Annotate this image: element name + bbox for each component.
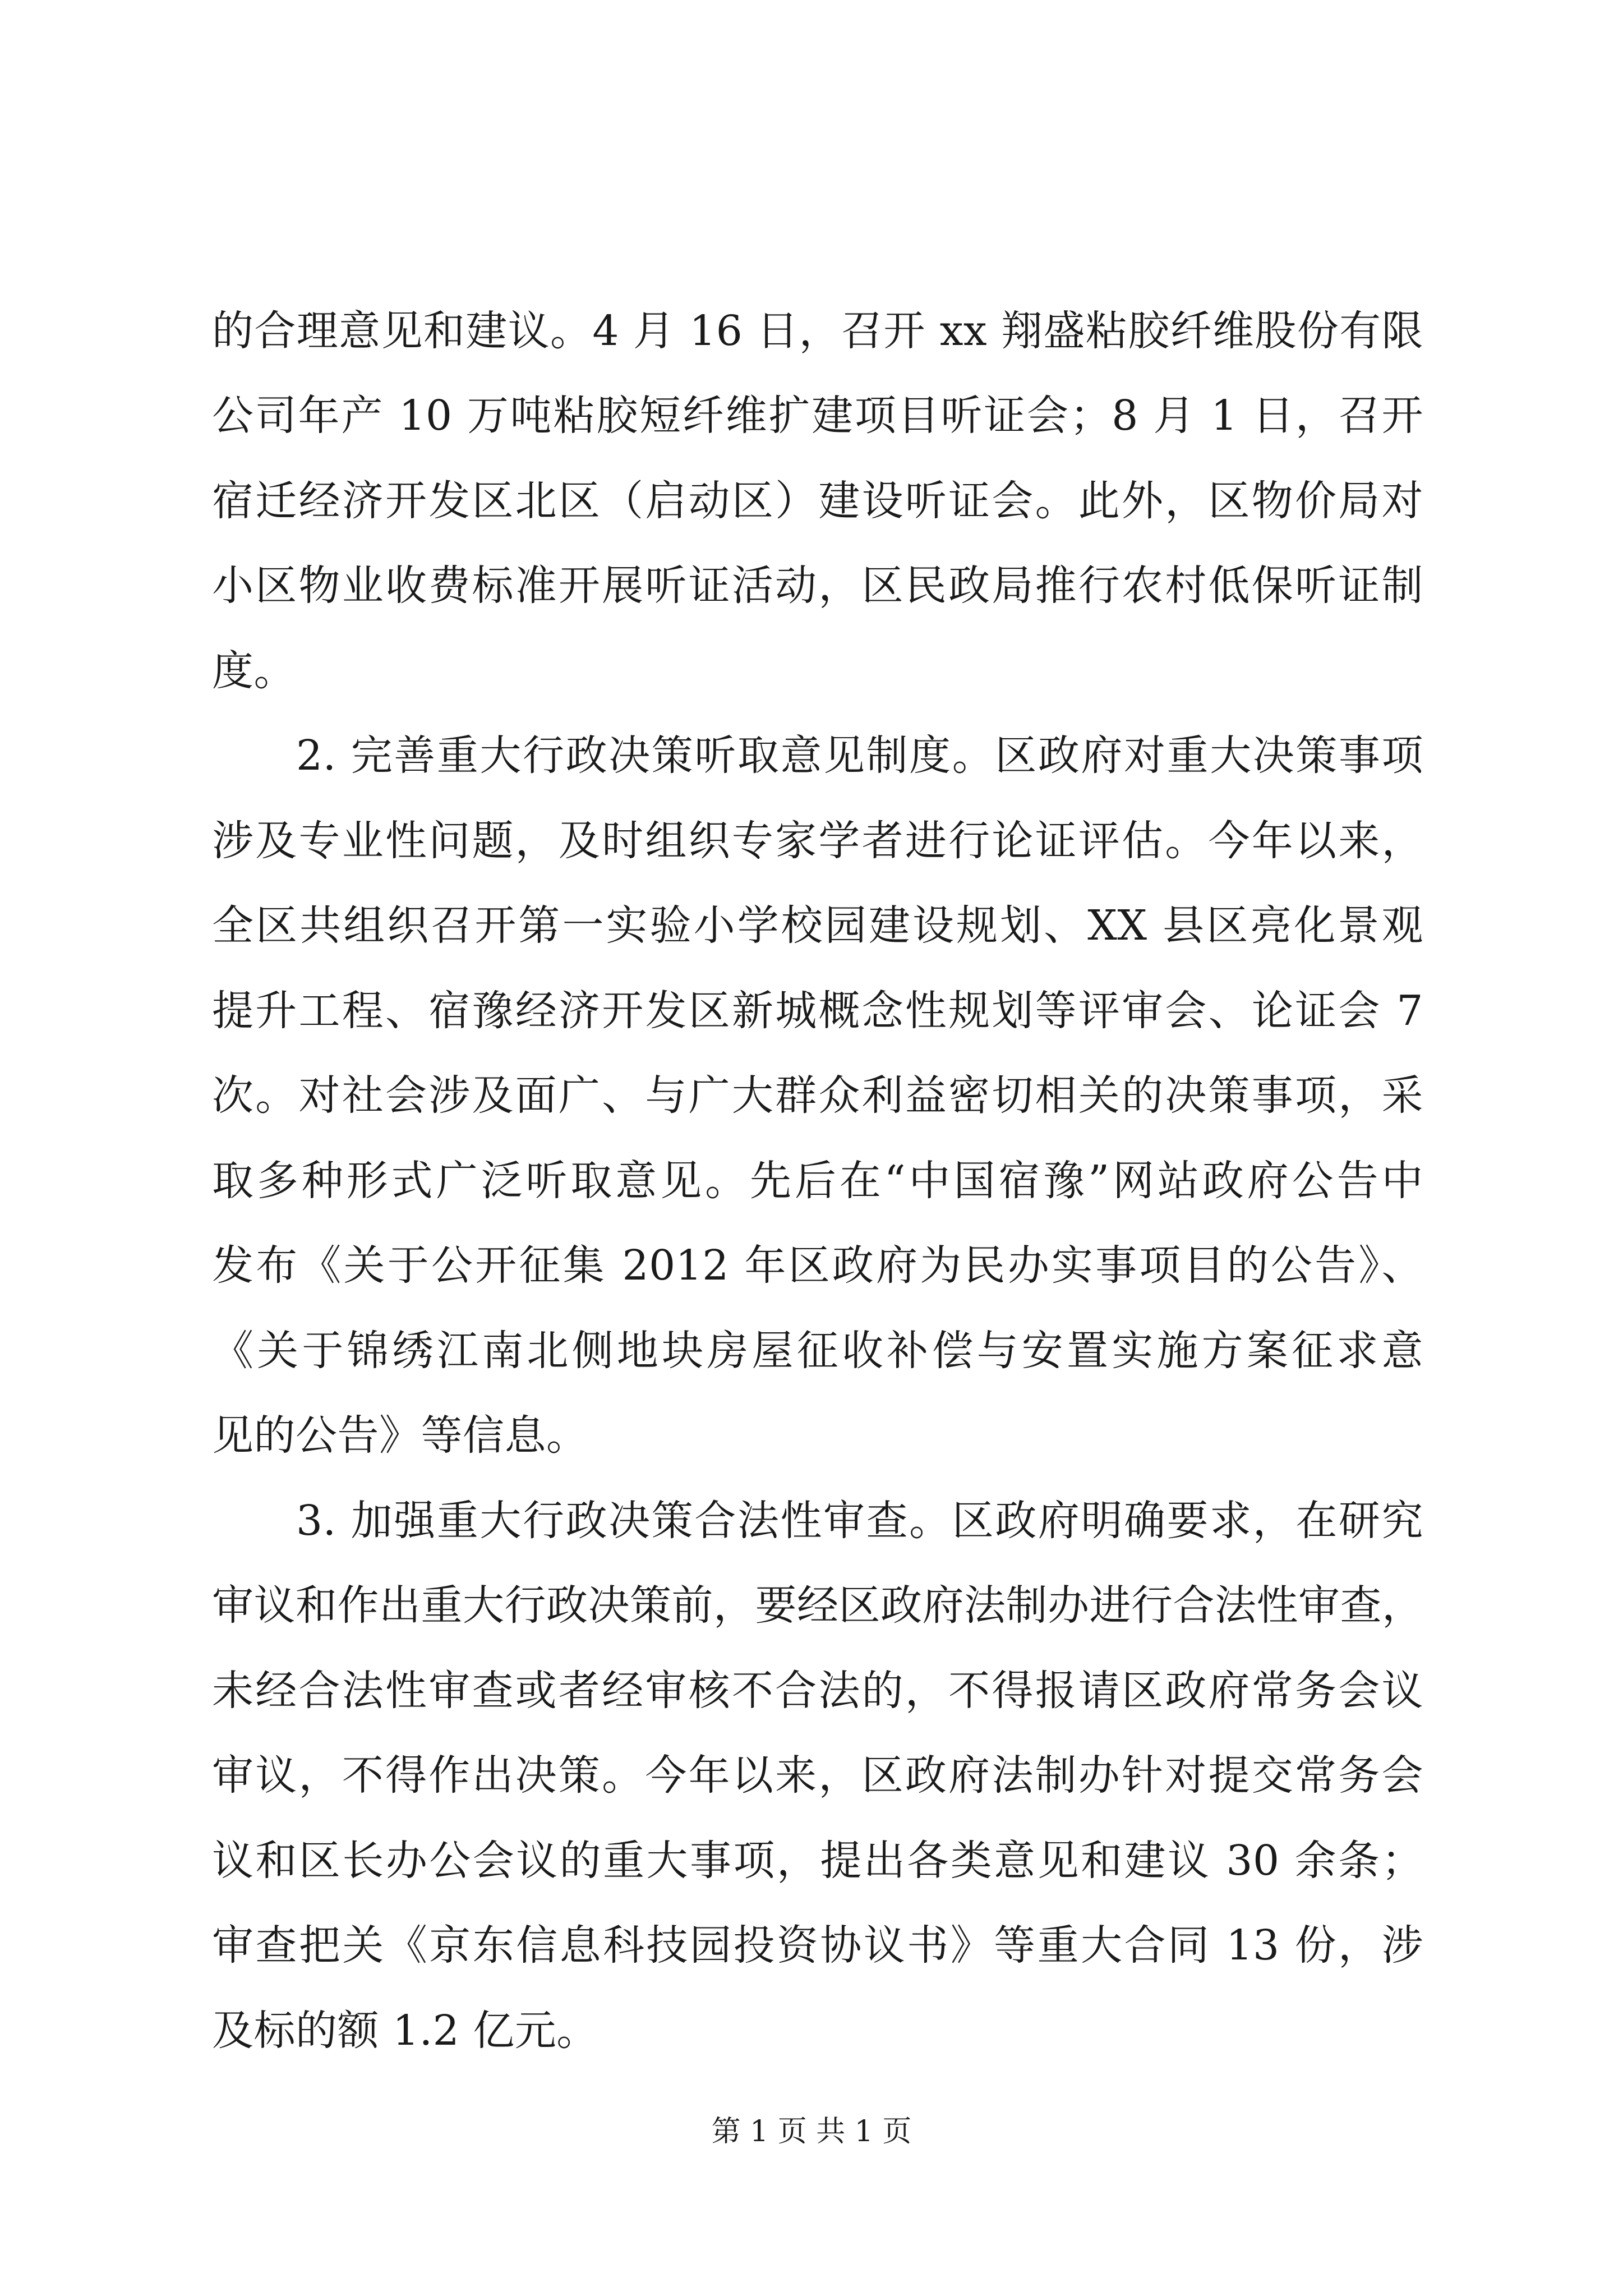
text-line: 审议和作出重大行政决策前，要经区政府法制办进行合法性审查， bbox=[212, 1581, 1424, 1630]
text-line: 次。对社会涉及面广、与广大群众利益密切相关的决策事项，采 bbox=[212, 1071, 1423, 1120]
text-line: 宿迁经济开发区北区（启动区）建设听证会。此外，区物价局对 bbox=[212, 477, 1423, 525]
paragraph-first-line: 3. 加强重大行政决策合法性审查。区政府明确要求，在研究 bbox=[296, 1497, 1423, 1545]
text-line: 未经合法性审查或者经审核不合法的，不得报请区政府常务会议 bbox=[212, 1667, 1423, 1715]
text-line: 提升工程、宿豫经济开发区新城概念性规划等评审会、论证会 7 bbox=[212, 987, 1423, 1035]
text-line: 的合理意见和建议。4 月 16 日，召开 xx 翔盛粘胶纤维股份有限 bbox=[212, 307, 1423, 355]
text-line: 涉及专业性问题，及时组织专家学者进行论证评估。今年以来， bbox=[212, 817, 1423, 865]
page-number: 第 1 页 共 1 页 bbox=[711, 2115, 912, 2148]
text-line: 度。 bbox=[212, 647, 296, 695]
text-line: 发布《关于公开征集 2012 年区政府为民办实事项目的公告》、 bbox=[212, 1241, 1423, 1290]
text-line: 全区共组织召开第一实验小学校园建设规划、XX 县区亮化景观 bbox=[212, 901, 1423, 950]
text-line: 《关于锦绣江南北侧地块房屋征收补偿与安置实施方案征求意 bbox=[212, 1327, 1423, 1375]
text-line: 小区物业收费标准开展听证活动，区民政局推行农村低保听证制 bbox=[212, 562, 1423, 610]
text-line: 及标的额 1.2 亿元。 bbox=[212, 2007, 598, 2055]
text-line: 审议，不得作出决策。今年以来，区政府法制办针对提交常务会 bbox=[212, 1751, 1423, 1800]
text-line: 见的公告》等信息。 bbox=[212, 1411, 588, 1460]
text-line: 公司年产 10 万吨粘胶短纤维扩建项目听证会；8 月 1 日，召开 bbox=[212, 392, 1423, 440]
text-line: 审查把关《京东信息科技园投资协议书》等重大合同 13 份，涉 bbox=[212, 1921, 1423, 1970]
text-line: 议和区长办公会议的重大事项，提出各类意见和建议 30 余条； bbox=[212, 1837, 1423, 1885]
text-line: 取多种形式广泛听取意见。先后在“中国宿豫”网站政府公告中 bbox=[212, 1157, 1423, 1205]
paragraph-first-line: 2. 完善重大行政决策听取意见制度。区政府对重大决策事项 bbox=[296, 731, 1423, 780]
